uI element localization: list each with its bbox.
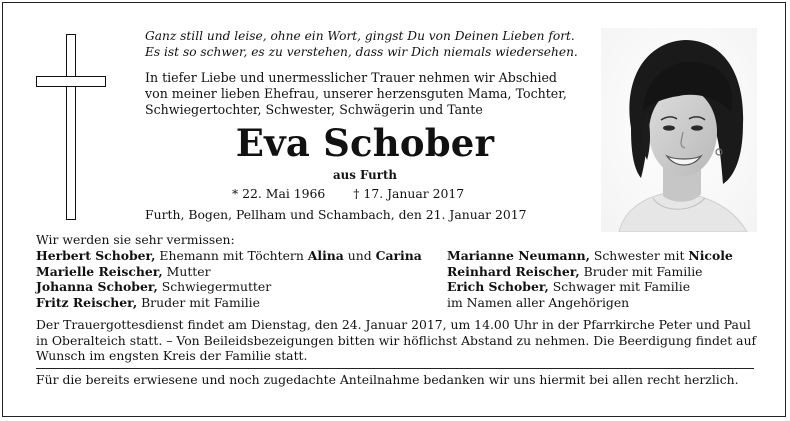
poem-line: Ganz still und leise, ohne ein Wort, gingst Du von Deinen Lieben fort.: [145, 29, 575, 43]
mourner-name: Alina: [307, 248, 344, 263]
mourners-right-column: [447, 248, 733, 310]
intro-text: [145, 70, 585, 118]
deceased-origin: aus Furth: [333, 168, 397, 182]
mourner-row: [447, 248, 733, 264]
service-line: in Oberalteich statt. – Von Beileidsbezeigungen bitten wir höflichst Abstand zu nehmen. Die Beerdigung findet auf: [36, 332, 757, 348]
divider: [36, 368, 754, 369]
thanks-text: Für die bereits erwiesene und noch zugedachte Anteilnahme bedanken wir uns hiermit bei allen recht herzlich.: [36, 372, 739, 387]
mourner-row: [447, 279, 733, 295]
intro-line: In tiefer Liebe und unermesslicher Trauer nehmen wir Abschied: [145, 70, 557, 85]
mourner-row: [36, 248, 422, 264]
mourner-row: [36, 279, 422, 295]
mourner-row: [36, 264, 422, 280]
mourner-row: [447, 295, 733, 311]
birth-date: * 22. Mai 1966: [232, 186, 326, 201]
mourner-relation: und: [343, 248, 376, 263]
mourner-name: Reinhard Reischer,: [447, 263, 580, 279]
service-info: [36, 317, 758, 364]
mourner-relation: Bruder mit Familie: [579, 263, 703, 279]
deceased-name: Eva Schober: [235, 121, 495, 165]
intro-line: von meiner lieben Ehefrau, unserer herzensguten Mama, Tochter,: [145, 86, 567, 101]
mourner-name: Nicole: [688, 248, 733, 263]
mourner-name: Marielle Reischer,: [36, 263, 163, 279]
portrait-photo: [601, 28, 757, 232]
cross-icon: [36, 34, 106, 220]
mourner-row: [36, 295, 422, 311]
poem-line: Es ist so schwer, es zu verstehen, dass wir Dich niemals wiedersehen.: [145, 45, 578, 59]
mourner-name: Marianne Neumann,: [447, 248, 590, 263]
mourner-relation: Mutter: [162, 263, 211, 279]
life-dates: [232, 186, 464, 201]
mourner-name: Carina: [375, 248, 422, 263]
mourner-relation: Schwester mit: [589, 248, 689, 263]
mourner-relation: Schwiegermutter: [157, 279, 272, 295]
mourner-relation: Schwager mit Familie: [548, 279, 691, 295]
mourner-relation: Ehemann mit Töchtern: [155, 248, 308, 263]
mourner-name: Fritz Reischer,: [36, 294, 138, 310]
mourner-name: Erich Schober,: [447, 279, 549, 295]
mourners-heading: Wir werden sie sehr vermissen:: [36, 232, 235, 247]
mourners-left-column: [36, 248, 422, 310]
poem: [145, 28, 578, 60]
place-date: Furth, Bogen, Pellham und Schambach, den 21. Januar 2017: [145, 207, 527, 222]
mourner-name: Johanna Schober,: [36, 279, 158, 295]
mourner-row: [447, 264, 733, 280]
intro-line: Schwiegertochter, Schwester, Schwägerin und Tante: [145, 102, 483, 117]
mourner-relation: im Namen aller Angehörigen: [447, 294, 630, 310]
service-line: Der Trauergottesdienst findet am Dienstag, den 24. Januar 2017, um 14.00 Uhr in der Pfarrkirche Peter und Paul: [36, 317, 751, 332]
service-line: Wunsch im engsten Kreis der Familie statt.: [36, 348, 308, 363]
mourner-relation: Bruder mit Familie: [137, 294, 260, 310]
mourner-name: Herbert Schober,: [36, 248, 156, 263]
death-date: † 17. Januar 2017: [353, 186, 465, 201]
